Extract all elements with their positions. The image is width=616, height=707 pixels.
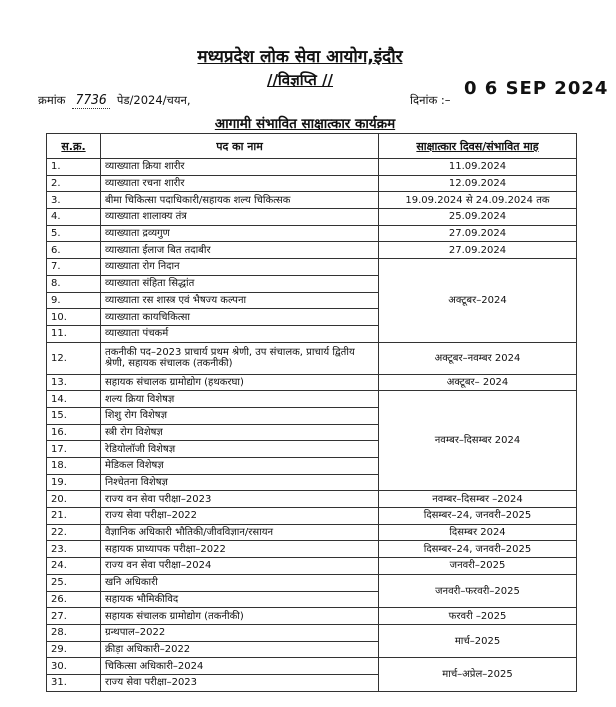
serial-number-cell: 9.: [47, 292, 101, 309]
table-row: [47, 192, 577, 209]
post-name-cell: शिशु रोग विशेषज्ञ: [101, 407, 379, 424]
post-name-cell: व्याख्याता रस शास्त्र एवं भैषज्य कल्पना: [101, 292, 379, 309]
post-name-cell: तकनीकी पद–2023 प्राचार्य प्रथम श्रेणी, उप संचालक, प्राचार्य द्वितीय श्रेणी, सहायक संचालक (तकनीकी): [101, 342, 379, 374]
post-name-cell: राज्य वन सेवा परीक्षा–2024: [101, 558, 379, 575]
table-row: [47, 508, 577, 525]
document-header: [0, 0, 616, 140]
table-row: [47, 391, 577, 408]
interview-date-cell: 11.09.2024: [379, 159, 577, 176]
interview-date-cell: मार्च–अप्रेल–2025: [379, 658, 577, 691]
table-row: [47, 374, 577, 391]
post-name-cell: चिकित्सा अधिकारी–2024: [101, 658, 379, 675]
interview-date-cell: 12.09.2024: [379, 175, 577, 192]
interview-date-cell: दिसम्बर 2024: [379, 524, 577, 541]
table-row: [47, 491, 577, 508]
post-name-cell: बीमा चिकित्सा पदाधिकारी/सहायक शल्य चिकित्सक: [101, 192, 379, 209]
post-name-cell: सहायक संचालक ग्रामोद्योग (तकनीकी): [101, 608, 379, 625]
serial-number-cell: 13.: [47, 374, 101, 391]
serial-number-cell: 26.: [47, 591, 101, 608]
post-name-cell: राज्य सेवा परीक्षा–2023: [101, 674, 379, 691]
table-row: [47, 524, 577, 541]
interview-date-cell: नवम्बर–दिसम्बर 2024: [379, 391, 577, 491]
column-header-post-name: पद का नाम: [101, 134, 379, 159]
serial-number-cell: 6.: [47, 242, 101, 259]
post-name-cell: वैज्ञानिक अधिकारी भौतिकी/जीवविज्ञान/रसायन: [101, 524, 379, 541]
reference-suffix: पेड/2024/चयन,: [116, 93, 191, 107]
serial-number-cell: 12.: [47, 342, 101, 374]
table-row: [47, 608, 577, 625]
serial-number-cell: 30.: [47, 658, 101, 675]
serial-number-cell: 3.: [47, 192, 101, 209]
post-name-cell: राज्य सेवा परीक्षा–2022: [101, 508, 379, 525]
table-row: [47, 259, 577, 276]
date-label: दिनांक :–: [410, 93, 451, 107]
post-name-cell: व्याख्याता पंचकर्म: [101, 325, 379, 342]
serial-number-cell: 1.: [47, 159, 101, 176]
serial-number-cell: 27.: [47, 608, 101, 625]
table-row: [47, 574, 577, 591]
interview-date-cell: मार्च–2025: [379, 624, 577, 657]
serial-number-cell: 10.: [47, 309, 101, 326]
date-stamp: 0 6 SEP 2024: [464, 78, 609, 99]
serial-number-cell: 4.: [47, 209, 101, 226]
table-row: [47, 658, 577, 675]
post-name-cell: स्त्री रोग विशेषज्ञ: [101, 424, 379, 441]
table-row: [47, 242, 577, 259]
reference-line: [38, 93, 191, 109]
interview-date-cell: दिसम्बर–24, जनवरी–2025: [379, 508, 577, 525]
serial-number-cell: 7.: [47, 259, 101, 276]
table-row: [47, 342, 577, 374]
serial-number-cell: 29.: [47, 641, 101, 658]
post-name-cell: व्याख्याता रोग निदान: [101, 259, 379, 276]
post-name-cell: व्याख्याता कायचिकित्सा: [101, 309, 379, 326]
table-row: [47, 541, 577, 558]
interview-date-cell: जनवरी–2025: [379, 558, 577, 575]
serial-number-cell: 15.: [47, 407, 101, 424]
table-body: [47, 159, 577, 692]
interview-date-cell: 25.09.2024: [379, 209, 577, 226]
interview-date-cell: 27.09.2024: [379, 225, 577, 242]
serial-number-cell: 11.: [47, 325, 101, 342]
post-name-cell: खनि अधिकारी: [101, 574, 379, 591]
serial-number-cell: 28.: [47, 624, 101, 641]
reference-prefix: क्रमांक: [38, 93, 66, 107]
column-header-serial: स.क्र.: [47, 134, 101, 159]
interview-date-cell: अक्टूबर–2024: [379, 259, 577, 342]
interview-date-cell: अक्टूबर– 2024: [379, 374, 577, 391]
table-header-row: [47, 134, 577, 159]
serial-number-cell: 8.: [47, 275, 101, 292]
post-name-cell: व्याख्याता द्रव्यगुण: [101, 225, 379, 242]
serial-number-cell: 21.: [47, 508, 101, 525]
post-name-cell: रेडियोलॉजी विशेषज्ञ: [101, 441, 379, 458]
interview-date-cell: जनवरी–फरवरी–2025: [379, 574, 577, 607]
table-row: [47, 209, 577, 226]
interview-date-cell: 27.09.2024: [379, 242, 577, 259]
post-name-cell: सहायक भौमिकीविद: [101, 591, 379, 608]
schedule-title: आगामी संभावित साक्षात्कार कार्यक्रम: [214, 116, 396, 132]
post-name-cell: व्याख्याता संहिता सिद्धांत: [101, 275, 379, 292]
post-name-cell: व्याख्याता रचना शारीर: [101, 175, 379, 192]
reference-number: 7736: [72, 93, 110, 109]
post-name-cell: मेडिकल विशेषज्ञ: [101, 458, 379, 475]
serial-number-cell: 19.: [47, 474, 101, 491]
table-row: [47, 175, 577, 192]
serial-number-cell: 31.: [47, 674, 101, 691]
serial-number-cell: 5.: [47, 225, 101, 242]
interview-date-cell: फरवरी –2025: [379, 608, 577, 625]
column-header-interview-date: साक्षात्कार दिवस/संभावित माह: [379, 134, 577, 159]
table-row: [47, 159, 577, 176]
serial-number-cell: 16.: [47, 424, 101, 441]
serial-number-cell: 20.: [47, 491, 101, 508]
table-row: [47, 558, 577, 575]
table-row: [47, 624, 577, 641]
serial-number-cell: 24.: [47, 558, 101, 575]
interview-date-cell: 19.09.2024 से 24.09.2024 तक: [379, 192, 577, 209]
organization-title: मध्यप्रदेश लोक सेवा आयोग,इंदौर: [197, 47, 403, 67]
post-name-cell: क्रीड़ा अधिकारी–2022: [101, 641, 379, 658]
notice-title: //विज्ञप्ति //: [266, 71, 334, 89]
post-name-cell: व्याख्याता ईलाज बित तदाबीर: [101, 242, 379, 259]
interview-date-cell: नवम्बर–दिसम्बर –2024: [379, 491, 577, 508]
serial-number-cell: 25.: [47, 574, 101, 591]
table-row: [47, 225, 577, 242]
post-name-cell: ग्रन्थपाल–2022: [101, 624, 379, 641]
serial-number-cell: 22.: [47, 524, 101, 541]
post-name-cell: शल्य क्रिया विशेषज्ञ: [101, 391, 379, 408]
post-name-cell: व्याख्याता शालाक्य तंत्र: [101, 209, 379, 226]
serial-number-cell: 2.: [47, 175, 101, 192]
serial-number-cell: 14.: [47, 391, 101, 408]
post-name-cell: राज्य वन सेवा परीक्षा–2023: [101, 491, 379, 508]
post-name-cell: व्याख्याता क्रिया शारीर: [101, 159, 379, 176]
serial-number-cell: 18.: [47, 458, 101, 475]
serial-number-cell: 23.: [47, 541, 101, 558]
interview-date-cell: अक्टूबर–नवम्बर 2024: [379, 342, 577, 374]
post-name-cell: निश्चेतना विशेषज्ञ: [101, 474, 379, 491]
interview-schedule-table: [46, 133, 577, 692]
post-name-cell: सहायक प्राध्यापक परीक्षा–2022: [101, 541, 379, 558]
interview-date-cell: दिसम्बर–24, जनवरी–2025: [379, 541, 577, 558]
serial-number-cell: 17.: [47, 441, 101, 458]
post-name-cell: सहायक संचालक ग्रामोद्योग (हथकरघा): [101, 374, 379, 391]
